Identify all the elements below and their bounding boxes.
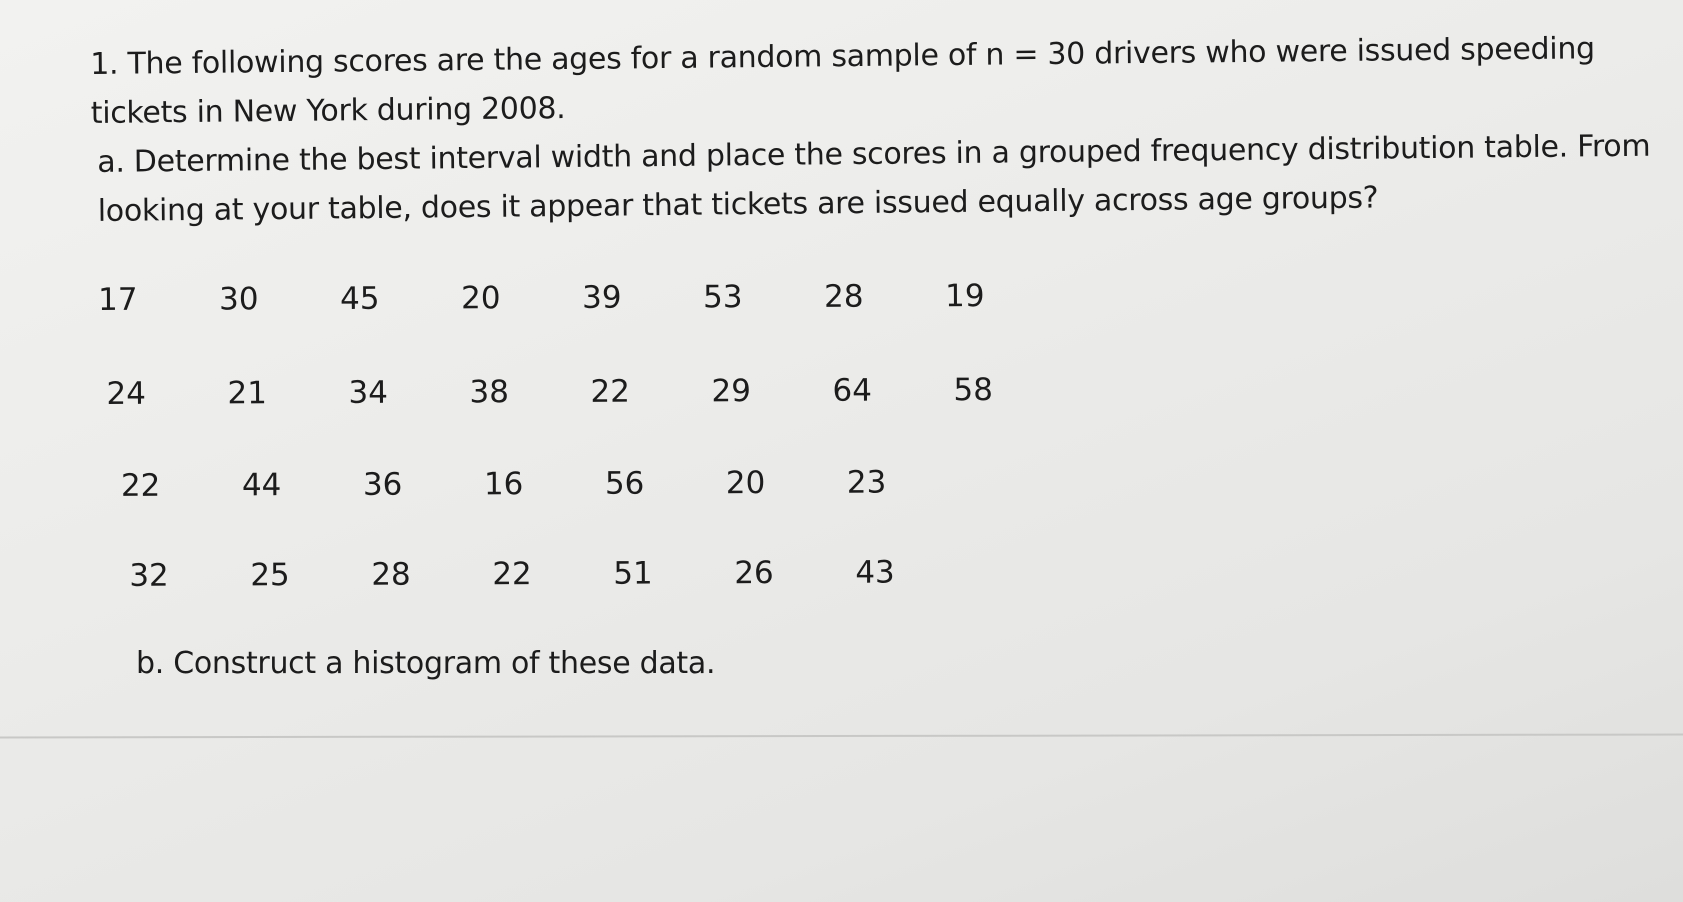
score-value: 21	[227, 375, 268, 412]
score-value: 43	[855, 554, 895, 591]
score-value: 20	[725, 465, 766, 502]
score-value: 53	[703, 279, 743, 316]
score-value: 39	[582, 279, 622, 316]
score-value: 26	[734, 555, 774, 592]
score-value: 38	[469, 374, 510, 411]
score-value: 22	[492, 556, 532, 593]
score-value: 17	[98, 281, 138, 318]
score-value: 28	[371, 556, 411, 593]
question-part-a: a. Determine the best interval width and place the scores in a grouped frequency distribution table. From looking at your table, does it appear that tickets are issued equally across age groups?	[97, 128, 1651, 229]
score-value: 22	[120, 467, 161, 504]
score-value: 56	[604, 465, 645, 502]
question-block	[90, 23, 1672, 236]
score-value: 20	[461, 280, 501, 317]
score-value: 19	[945, 278, 985, 315]
question-part-b: b. Construct a histogram of these data.	[136, 646, 716, 681]
score-value: 25	[250, 557, 290, 594]
scores-row-3	[121, 462, 968, 506]
scores-row-2	[106, 370, 1074, 414]
score-value: 36	[362, 466, 403, 503]
score-value: 44	[241, 467, 282, 504]
score-value: 34	[348, 374, 389, 411]
score-value: 64	[832, 372, 873, 409]
score-value: 23	[846, 464, 887, 501]
score-value: 28	[824, 278, 864, 315]
score-value: 45	[340, 280, 380, 317]
page-divider	[0, 734, 1683, 739]
score-value: 24	[106, 375, 147, 412]
question-intro: 1. The following scores are the ages for a random sample of n = 30 drivers who were issued speeding tickets in New York during 2008.	[90, 31, 1595, 131]
score-value: 16	[483, 466, 524, 503]
score-value: 29	[711, 373, 752, 410]
scores-grid	[98, 276, 1098, 594]
scores-row-4	[129, 552, 976, 596]
score-value: 32	[129, 557, 169, 594]
score-value: 22	[590, 373, 631, 410]
score-value: 30	[219, 281, 259, 318]
score-value: 51	[613, 555, 653, 592]
score-value: 58	[953, 372, 994, 409]
scores-row-1	[98, 276, 1066, 320]
